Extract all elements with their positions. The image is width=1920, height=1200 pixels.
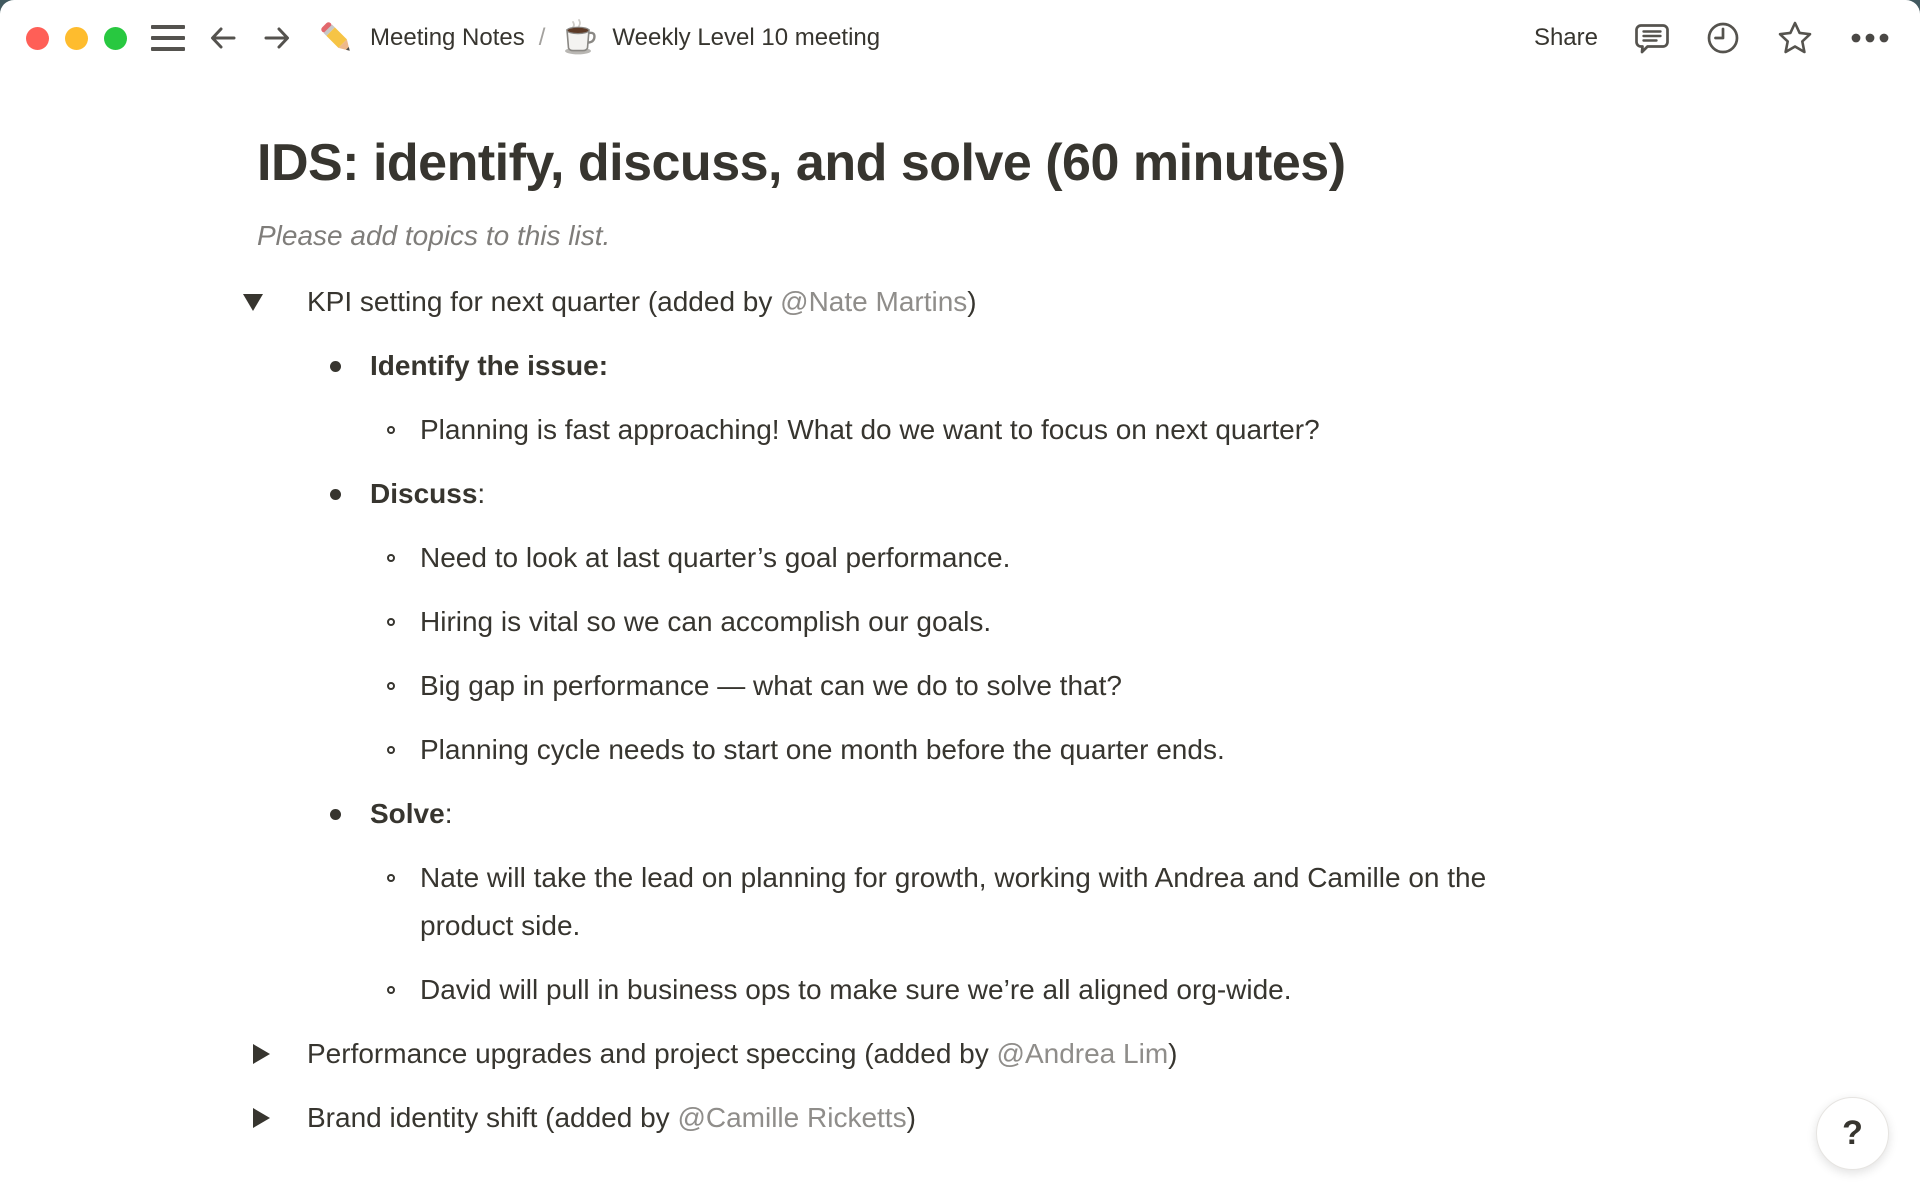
block-text[interactable] (420, 406, 1320, 454)
more-button[interactable] (1850, 32, 1890, 44)
block-text[interactable] (370, 470, 485, 518)
plain-text: ) (967, 286, 977, 317)
breadcrumb-separator: / (538, 24, 546, 51)
coffee-emoji-icon (559, 18, 599, 58)
plain-text: ) (1168, 1038, 1178, 1069)
bullet-block (234, 534, 1920, 582)
user-mention[interactable]: @Nate Martins (780, 286, 968, 317)
help-button[interactable]: ? (1816, 1097, 1889, 1170)
bullet-block (234, 726, 1920, 774)
star-icon (1776, 19, 1814, 57)
toggle-block (234, 278, 1920, 326)
back-arrow-icon (207, 22, 239, 54)
toggle-collapsed-triangle-icon[interactable] (234, 1094, 307, 1142)
bullet-block (234, 598, 1920, 646)
clock-history-icon (1706, 21, 1740, 55)
plain-text: Hiring is vital so we can accomplish our goals. (420, 606, 992, 637)
close-window-button[interactable] (26, 27, 49, 50)
bullet-disc-icon (234, 342, 370, 390)
comment-bubble-icon (1634, 20, 1670, 56)
plain-text: : (444, 798, 453, 829)
block-text[interactable] (370, 342, 608, 390)
traffic-lights (26, 27, 127, 50)
block-text[interactable] (307, 278, 977, 326)
topbar-actions (1534, 19, 1890, 57)
plain-text: Planning is fast approaching! What do we want to focus on next quarter? (420, 414, 1320, 445)
bullet-block (234, 470, 1920, 518)
bold-text: Solve (370, 798, 445, 829)
updates-button[interactable] (1706, 21, 1740, 55)
block-list (234, 278, 1920, 1142)
back-button[interactable] (207, 22, 239, 54)
bold-text: Identify the issue: (370, 350, 609, 381)
page-subtitle[interactable]: Please add topics to this list. (257, 220, 611, 251)
block-text[interactable] (420, 966, 1292, 1014)
plain-text: David will pull in business ops to make sure we’re all aligned org-wide. (420, 974, 1292, 1005)
block-text[interactable] (420, 598, 991, 646)
page-title[interactable]: IDS: identify, discuss, and solve (60 minutes) (257, 134, 1346, 192)
bullet-circle-icon (234, 534, 420, 582)
plain-text: KPI setting for next quarter (added by (307, 286, 781, 317)
block-text[interactable] (307, 1030, 1177, 1078)
bullet-block (234, 854, 1920, 950)
plain-text: Big gap in performance — what can we do to solve that? (420, 670, 1122, 701)
bullet-block (234, 662, 1920, 710)
bullet-disc-icon (234, 470, 370, 518)
user-mention[interactable]: @Camille Ricketts (677, 1102, 907, 1133)
plain-text: ) (906, 1102, 916, 1133)
user-mention[interactable]: @Andrea Lim (996, 1038, 1169, 1069)
block-text[interactable] (420, 726, 1225, 774)
sidebar-menu-icon[interactable] (151, 25, 185, 51)
toggle-block (234, 1030, 1920, 1078)
bullet-circle-icon (234, 406, 420, 454)
zoom-window-button[interactable] (104, 27, 127, 50)
plain-text: Planning cycle needs to start one month before the quarter ends. (420, 734, 1225, 765)
share-button[interactable]: Share (1533, 24, 1598, 51)
plain-text: : (477, 478, 486, 509)
bullet-block (234, 790, 1920, 838)
forward-button[interactable] (261, 22, 293, 54)
toggle-collapsed-triangle-icon[interactable] (234, 1030, 307, 1078)
pencil-emoji-icon (317, 18, 357, 58)
breadcrumb (317, 18, 880, 58)
breadcrumb-item-meeting-notes[interactable]: Meeting Notes (370, 24, 525, 51)
bullet-circle-icon (234, 854, 420, 902)
toggle-open-triangle-icon[interactable] (234, 278, 307, 326)
bold-text: Discuss (370, 478, 478, 509)
toggle-block (234, 1094, 1920, 1142)
plain-text: Nate will take the lead on planning for growth, working with Andrea and Camille on the product side. (420, 862, 1487, 941)
plain-text: Performance upgrades and project speccing (added by (307, 1038, 997, 1069)
block-text[interactable] (370, 790, 452, 838)
bullet-circle-icon (234, 726, 420, 774)
ellipsis-icon (1850, 32, 1890, 44)
bullet-circle-icon (234, 662, 420, 710)
plain-text: Need to look at last quarter’s goal performance. (420, 542, 1011, 573)
window-topbar (0, 0, 1920, 76)
bullet-disc-icon (234, 790, 370, 838)
bullet-circle-icon (234, 598, 420, 646)
comments-button[interactable] (1634, 20, 1670, 56)
bullet-block (234, 342, 1920, 390)
minimize-window-button[interactable] (65, 27, 88, 50)
bullet-block (234, 406, 1920, 454)
forward-arrow-icon (261, 22, 293, 54)
favorite-button[interactable] (1776, 19, 1814, 57)
bullet-circle-icon (234, 966, 420, 1014)
block-text[interactable] (307, 1094, 916, 1142)
plain-text: Brand identity shift (added by (307, 1102, 678, 1133)
block-text[interactable] (420, 662, 1122, 710)
breadcrumb-item-current[interactable]: Weekly Level 10 meeting (612, 24, 881, 51)
block-text[interactable] (420, 534, 1010, 582)
bullet-block (234, 966, 1920, 1014)
page-content (0, 76, 1920, 1142)
block-text[interactable] (420, 854, 1570, 950)
